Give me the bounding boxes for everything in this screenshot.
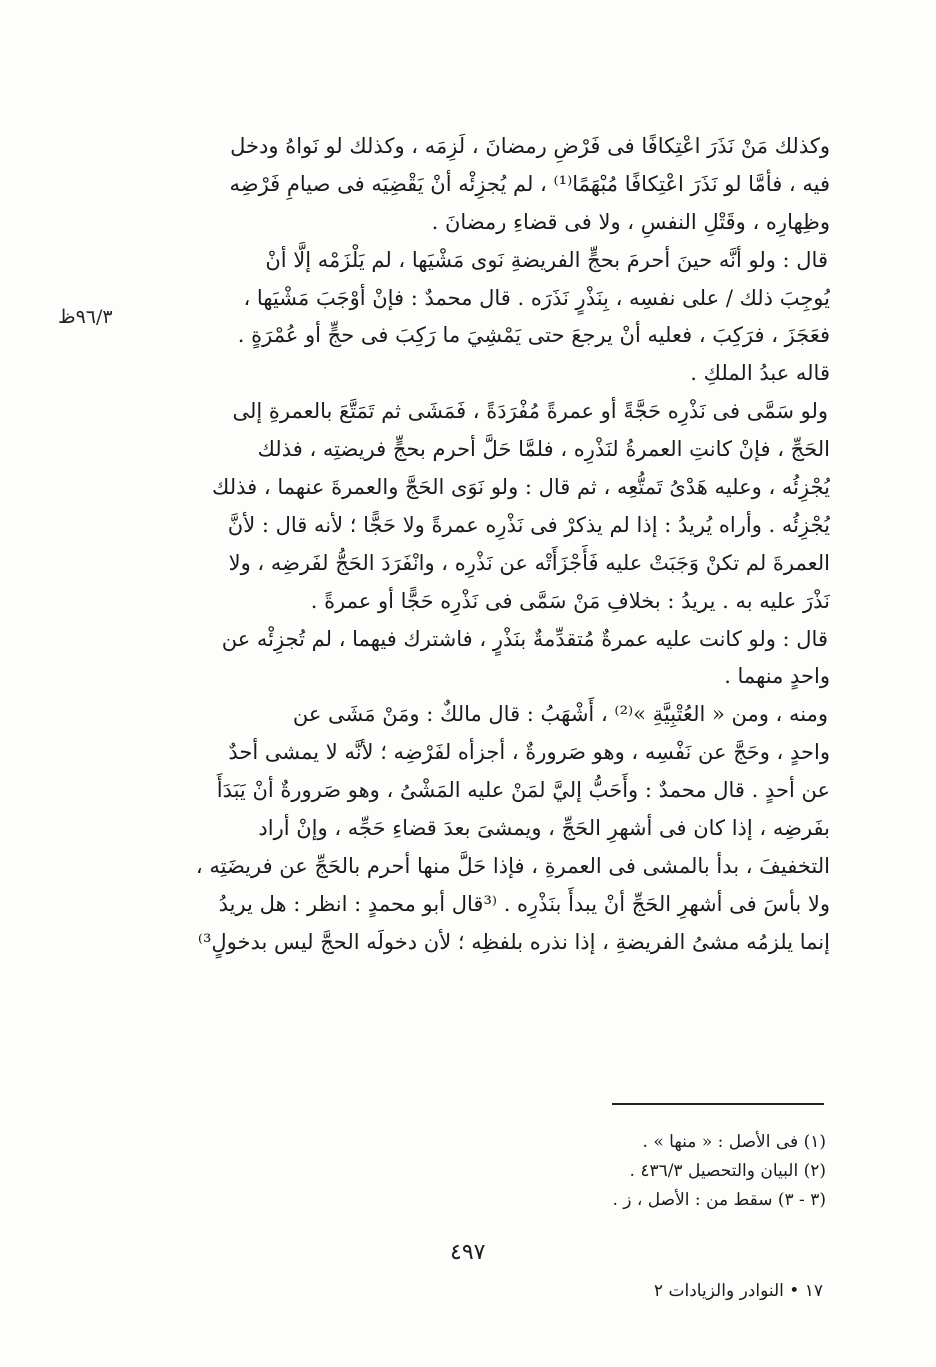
text-line: فيه ، فأمَّا لو نَذَرَ اعْتِكافًا مُبْهَمًا⁽¹⁾ ، لم يُجزِئْه أنْ يَقْضِيَه فى صيامِ فَرْضِه (229, 171, 830, 196)
manuscript-folio-note: ٩٦/٣ظ (58, 306, 113, 328)
text-line: نَذْرَ عليه به . يريدُ : بخلافِ مَنْ سَمَّى فى نَذْرِه حَجًّا أو عمرةً . (310, 588, 830, 613)
text-line: واحدٍ ، وحَجَّ عن نَفْسِه ، وهو صَرورةٌ ، أجزأه لفَرْضِه ؛ لأنَّه لا يمشى أحدٌ (228, 740, 830, 765)
text-line: وكذلك مَنْ نَذَرَ اعْتِكافًا فى فَرْضِ رمضانَ ، لَزِمَه ، وكذلك لو نَواهُ ودخل (230, 134, 830, 158)
text-line: يُجْزِئُه . وأراه يُريدُ : إذا لم يذكرْ فى نَذْرِه عمرةً ولا حَجًّا ؛ لأنه قال : لأنَّ (227, 512, 830, 537)
text-line: عن أحدٍ . قال محمدٌ : وأَحَبُّ إليَّ لمَنْ عليه المَشْىُ ، وهو صَرورةٌ أنْ يَبَدَأَ (216, 778, 830, 803)
footnote: (٣ - ٣) سقط من : الأصل ، ز . (612, 1190, 826, 1210)
text-line: يُجْزِئُه ، وعليه هَدْىُ تَمتُّعِه ، ثم قال : ولو نَوَى الحَجَّ والعمرةَ عنهما ، فذلك (212, 475, 830, 500)
text-line: إنما يلزمُه مشىُ الفريضةِ ، إذا نذره بلفظِه ؛ لأن دخولَه الحجَّ ليس بدخولٍ³⁾ (197, 929, 830, 954)
text-line: ومنه ، ومن « العُتْبِيَّةِ »⁽²⁾ ، أَشْهَبُ : قال مالكٌ : ومَنْ مَشَى عن (292, 702, 828, 727)
footnote: (١) فى الأصل : « منها » . (642, 1132, 826, 1152)
text-line: قاله عبدُ الملكِ . (690, 361, 830, 386)
text-line: وظِهارِه ، وقَتْلِ النفسِ ، ولا فى قضاءِ رمضانَ . (431, 209, 830, 234)
text-line: قال : ولو أنَّه حينَ أحرمَ بحجٍّ الفريضةِ نَوى مَشْيَها ، لم يَلْزَمْه إلَّا أنْ (265, 247, 828, 272)
text-line: ولو سَمَّى فى نَذْرِه حَجَّةً أو عمرةً مُفْرَدَةً ، فَمَشَى ثم تَمَتَّعَ بالعمرةِ إلى (232, 399, 828, 424)
text-line: واحدٍ منهما . (724, 664, 830, 689)
text-line: التخفيفَ ، بدأ بالمشى فى العمرةِ ، فإذا حَلَّ منها أحرم بالحَجِّ عن فريضَتِه ، (195, 853, 830, 878)
text-line: فعَجَزَ ، فرَكِبَ ، فعليه أنْ يرجعَ حتى يَمْشِيَ ما رَكِبَ فى حجٍّ أو عُمْرَةٍ . (237, 323, 830, 348)
running-footer: ١٧ • النوادر والزيادات ٢ (653, 1281, 823, 1301)
footnotes (266, 1128, 826, 1215)
main-text (150, 128, 830, 962)
footnote: (٢) البيان والتحصيل ٤٣٦/٣ . (629, 1161, 826, 1181)
footnote-separator (612, 1103, 824, 1105)
text-line: قال : ولو كانت عليه عمرةٌ مُتقدِّمةٌ بنَذْرٍ ، فاشترك فيهما ، لم تُجزِئْه عن (221, 626, 828, 651)
text-line: العمرةَ لم تكنْ وَجَبَتْ عليه فَأَجْزَأَتْه عن نَذْرِه ، وانْفَرَدَ الحَجُّ لفَرضِه ، ولا (228, 550, 830, 575)
text-line: يُوجِبَ ذلك / على نفسِه ، بِنَذْرٍ نَذَرَه . قال محمدٌ : فإنْ أوْجَبَ مَشْيَها ، (243, 285, 830, 310)
text-line: الحَجِّ ، فإنْ كانتِ العمرةُ لنَذْرِه ، فلمَّا حَلَّ أحرم بحجٍّ فريضتِه ، فذلك (257, 437, 830, 462)
text-line: بفَرضِه ، إذا كان فى أشهرِ الحَجِّ ، ويمشىَ بعدَ قضاءِ حَجِّه ، وإنْ أراد (258, 816, 830, 841)
page-number: ٤٩٧ (450, 1240, 486, 1265)
text-line: ولا بأسَ فى أشهرِ الحَجِّ أنْ يبدأَ بنَذْرِه . ⁽³قال أبو محمدٍ : انظر : هل يريدُ (218, 891, 830, 916)
